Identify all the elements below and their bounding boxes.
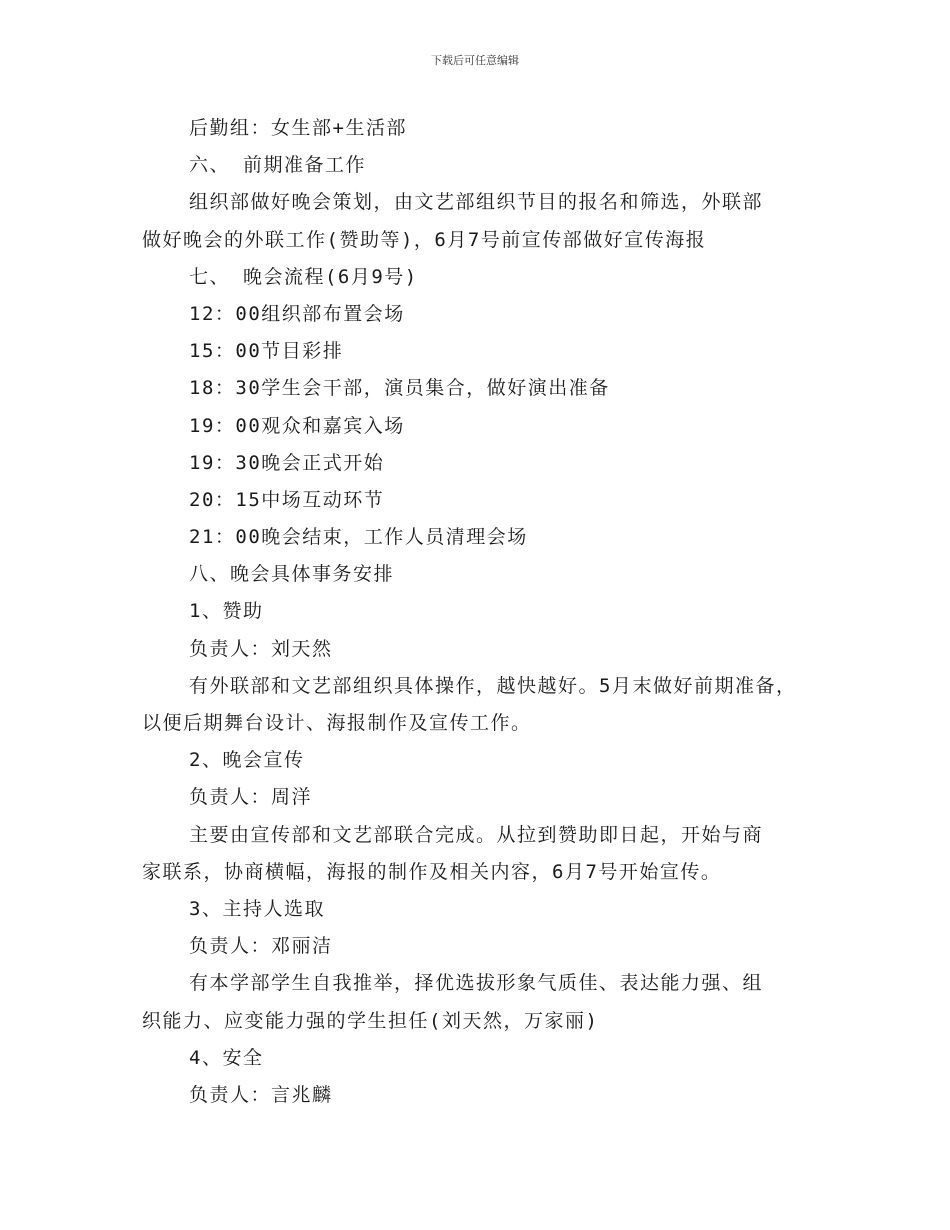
text-line: 15：00节目彩排: [189, 340, 344, 363]
text-line: 家联系，协商横幅，海报的制作及相关内容，6月7号开始宣传。: [142, 860, 722, 883]
document-body: [142, 110, 832, 1114]
text-line: 负责人：刘天然: [189, 637, 333, 660]
text-line: 主要由宣传部和文艺部联合完成。从拉到赞助即日起，开始与商: [189, 823, 764, 846]
text-line: 4、安全: [189, 1046, 264, 1069]
text-line: 3、主持人选取: [189, 897, 325, 920]
text-line: 2、晚会宣传: [189, 749, 305, 772]
text-line: 六、 前期准备工作: [189, 154, 366, 177]
text-line: 20：15中场互动环节: [189, 488, 385, 511]
text-line: 负责人：邓丽洁: [189, 935, 333, 958]
text-line: 19：30晚会正式开始: [189, 451, 385, 474]
text-line: 负责人：言兆麟: [189, 1083, 333, 1106]
text-line: 后勤组：女生部+生活部: [189, 117, 407, 139]
text-line: 八、晚会具体事务安排: [189, 563, 395, 586]
text-line: 负责人：周洋: [189, 786, 313, 809]
text-line: 做好晚会的外联工作(赞助等)，6月7号前宣传部做好宣传海报: [142, 228, 707, 251]
text-line: 以便后期舞台设计、海报制作及宣传工作。: [142, 712, 532, 734]
text-line: 织能力、应变能力强的学生担任(刘天然，万家丽): [142, 1009, 599, 1032]
text-line: 21：00晚会结束，工作人员清理会场: [189, 526, 528, 549]
text-line: 七、 晚会流程(6月9号): [189, 265, 418, 288]
text-line: 1、赞助: [189, 600, 264, 623]
text-line: 19：00观众和嘉宾入场: [189, 414, 405, 437]
text-line: 12：00组织部布置会场: [189, 302, 405, 325]
text-line: 18：30学生会干部，演员集合，做好演出准备: [189, 377, 610, 400]
text-line: 有外联部和文艺部组织具体操作，越快越好。5月末做好前期准备，: [189, 674, 797, 697]
text-line: 有本学部学生自我推举，择优选拔形象气质佳、表达能力强、组: [189, 972, 764, 995]
page-header: 下载后可任意编辑: [431, 54, 519, 67]
text-line: 组织部做好晚会策划，由文艺部组织节目的报名和筛选，外联部: [189, 191, 764, 214]
